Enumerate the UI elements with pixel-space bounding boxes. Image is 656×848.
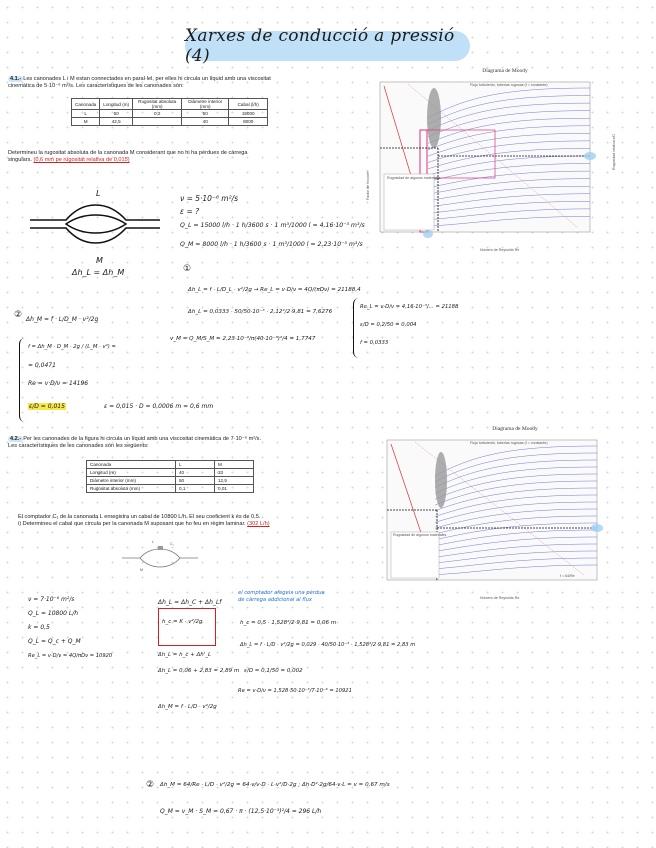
problem-41-text-b: cinemàtica de 5·10⁻⁶ m²/s. Les característiques de les canonades són: [8, 83, 184, 89]
table-42 [86, 460, 254, 493]
page-title: Xarxes de conducció a pressió (4) [185, 26, 455, 66]
moody-2-zone: Flujo turbulento, tuberías rugosas (f = constante) [470, 441, 548, 445]
table-41 [71, 98, 268, 126]
problem-42-question [18, 514, 358, 528]
sketch-42-label-m: M [140, 568, 143, 572]
question-42-d: i) Determineu el cabal que circula per la canonada M suposant que ho feu en règim laminar. [18, 521, 246, 527]
note-42-dhm: Δh_M = f · L/D · v²/2g [158, 704, 217, 710]
td: Canonada [87, 461, 176, 469]
problem-42-statement [8, 436, 353, 450]
moody-2-laminar: f = 64/Re [560, 574, 575, 578]
parallel-pipes-sketch-42 [120, 540, 200, 578]
note-42-dhl: Δh_L = f · L/D · v²/2g = 0,029 · 40/50·10⁻³ · 1,528²/2·9,81 = 2,83 m [240, 642, 416, 648]
note-41-fm2: = 0,0471 [28, 362, 56, 369]
moody-2-xlabel: Número de Reynolds Re [480, 596, 520, 600]
note-41-epsl: ε/D = 0,2/50 = 0,004 [360, 322, 417, 328]
table-row [87, 477, 254, 485]
note-41-vm: v_M = Q_M/S_M = 2,23·10⁻³/π(40·10⁻³)²/4 = 1,7747 [170, 336, 316, 342]
title-banner [185, 26, 470, 66]
moody-1-ylabel: Factor de fricción f [366, 170, 370, 200]
problem-42-text-a: Per les canonades de la figura hi circula un líquid amb una viscositat cinemàtica de 7·10⁻⁶ m²/s. [23, 436, 262, 442]
sketch-41-label-m: M [96, 256, 103, 265]
note-42-dht: Δh_L = 0,06 + 2,83 = 2,89 m [158, 668, 240, 674]
td: Rugositat absoluta (mm) [87, 485, 176, 493]
moody-1-xlabel: Número de Reynolds Re [480, 248, 520, 252]
note-41-dh2: Δh_L = 0,0333 · 50/50·10⁻³ · 2,12²/2·9,81 = 7,6276 [188, 309, 333, 315]
moody-1-title: Diagrama de Moody [482, 68, 528, 74]
td: 0,01 [215, 485, 254, 493]
note-41-epsm-b [104, 403, 213, 410]
td: 8000 [229, 118, 268, 126]
table-header-row [72, 99, 268, 110]
note-42-k: k = 0,5 [28, 624, 50, 631]
td: 15000 [229, 110, 268, 118]
eps-result: ε = 0,015 · D = 0,0006 m = 0,6 mm [104, 403, 214, 410]
td: 33 [215, 469, 254, 477]
note-42-rem: Re = v·D/ν = 1,528·50·10⁻³/7·10⁻⁶ = 10921 [238, 688, 352, 694]
problem-41-question [8, 150, 353, 164]
th: Canonada [72, 99, 100, 110]
table-row [72, 110, 268, 118]
sketch-42-label-c: C₁ [170, 542, 174, 546]
note-41-rel: Re_L = v·D/ν = 4,16·10⁻³/... = 21188 [360, 304, 459, 310]
note-41-epsm-a [28, 403, 66, 410]
note-41-eps: ε = ? [180, 207, 200, 216]
problem-42-text-b: Les característiques de les canonades són les següents: [8, 443, 149, 449]
sketch-42-label-l: L [152, 540, 154, 544]
moody-1-table-title: Rugosidad de algunos materiales [387, 176, 441, 180]
note-41-rem: Re = v·D/ν = 14196 [28, 380, 89, 387]
th: Longitud (m) [100, 99, 133, 110]
problem-41-text-a: Les canonades L i M estan connectades en paral·lel, per elles hi circula un líquid amb una viscositat [23, 76, 271, 82]
td: L [72, 110, 100, 118]
moody-2-title: Diagrama de Moody [492, 426, 538, 432]
problem-41-label: 4.1.- [10, 76, 22, 82]
note-41-dh1: Δh_L = f · L/D_L · v²/2g → Re_L = v·D/ν = 4Q/(πDν) = 21188,4 [188, 287, 361, 293]
note-42-eps: ε/D = 0,1/50 = 0,002 [244, 668, 303, 674]
note-42-lam: Δh_M = 64/Re · L/D · v²/2g = 64·ν/v·D · L·v²/D·2g ; Δh·D²·2g/64·ν·L = v = 0,67 m/s [160, 782, 390, 788]
td: 40 [182, 118, 229, 126]
td: 50 [182, 110, 229, 118]
moody-1-zone: Flujo turbulento, tuberías rugosas (f = constante) [470, 83, 548, 87]
td: 40 [176, 469, 215, 477]
problem-42-label: 4.2.- [10, 436, 22, 442]
question-42-c: El comptador C₁ de la canonada L enregistra un cabal de 10800 L/h. El seu coeficient k és de 0,5. [18, 514, 261, 520]
th: Diàmetre interior (mm) [182, 99, 229, 110]
note-41-nu: ν = 5·10⁻⁶ m²/s [180, 194, 239, 203]
moody-diagram-1 [368, 78, 610, 248]
td: 50 [176, 477, 215, 485]
table-row [72, 118, 268, 126]
highlight-eps-ratio: ε/D = 0,015 [29, 403, 65, 410]
td: M [72, 118, 100, 126]
moody-1-y2label: Rugosidad relativa ε/D [612, 134, 616, 170]
th: Rugositat absoluta (mm) [133, 99, 182, 110]
moody-2-table-title: Rugosidad de algunos materiales [393, 533, 447, 537]
table-row [87, 485, 254, 493]
note-42-sum: Δh_L = h_c + Δh'_L [158, 652, 212, 658]
answer-41-ref: (0,6 mm pe rugositat relativa de 0,015) [33, 157, 130, 163]
td: Longitud (m) [87, 469, 176, 477]
th: Cabal (l/h) [229, 99, 268, 110]
local-loss-formula: h_c = K · v²/2g [162, 619, 203, 625]
question-41-a: Determineu la rugositat absoluta de la canonada M considerant que no hi ha pèrdues de càrrega [8, 150, 248, 156]
note-41-qm: Q_M = 8000 l/h · 1 h/3600 s · 1 m³/1000 l = 2,23·10⁻³ m³/s [180, 241, 363, 248]
td: 42,5 [100, 118, 133, 126]
note-42-q: Q_L = Q_c + Q_M [28, 638, 81, 645]
note-42-nu: ν = 7·10⁻⁶ m²/s [28, 596, 75, 603]
answer-42-ref: (302 L/h) [247, 521, 270, 527]
brace-41 [353, 298, 360, 358]
note-42-rel: Re_L = v·D/ν = 4Q/πDν = 10920 [28, 653, 113, 659]
brace-41b [19, 338, 26, 422]
sketch-41-equation: Δh_L = Δh_M [72, 268, 125, 277]
table-row [87, 469, 254, 477]
td: 12,5 [215, 477, 254, 485]
question-41-b: singulars. [8, 157, 32, 163]
note-42-blue: el comptador afegeix una pèrdua de càrrega addicional al flux [238, 590, 325, 603]
td: Diàmetre interior (mm) [87, 477, 176, 485]
td: M [215, 461, 254, 469]
note-41-step1: ① [183, 264, 192, 274]
note-41-fm1: f = Δh_M · D_M · 2g / (L_M · v²) = [28, 344, 116, 350]
problem-41-statement [8, 76, 348, 90]
note-42-step: ② [146, 780, 155, 790]
table-header-row [87, 461, 254, 469]
sketch-41-label-l: L [96, 189, 101, 198]
note-42-eq1: Δh_L = Δh_C + Δh_Lf [158, 599, 222, 606]
td: L [176, 461, 215, 469]
moody-diagram-2 [375, 436, 615, 596]
note-41-ql: Q_L = 15000 l/h · 1 h/3600 s · 1 m³/1000 l = 4,16·10⁻³ m³/s [180, 222, 365, 229]
note-41-step2: ② [14, 310, 23, 320]
td: 0,2 [133, 110, 182, 118]
note-41-dhm: Δh_M = f · L/D_M · v²/2g [26, 316, 99, 323]
td [133, 118, 182, 126]
td: 0,1 [176, 485, 215, 493]
note-42-qm: Q_M = v_M · S_M = 0,67 · π · (12,5·10⁻³)²/4 = 296 L/h [160, 808, 322, 815]
note-42-hc: h_c = 0,5 · 1,528²/2·9,81 = 0,06 m [240, 620, 337, 626]
note-41-fl: f = 0,0333 [360, 340, 389, 346]
note-42-ql: Q_L = 10800 L/h [28, 610, 79, 617]
td: 50 [100, 110, 133, 118]
local-loss-box [158, 608, 216, 646]
